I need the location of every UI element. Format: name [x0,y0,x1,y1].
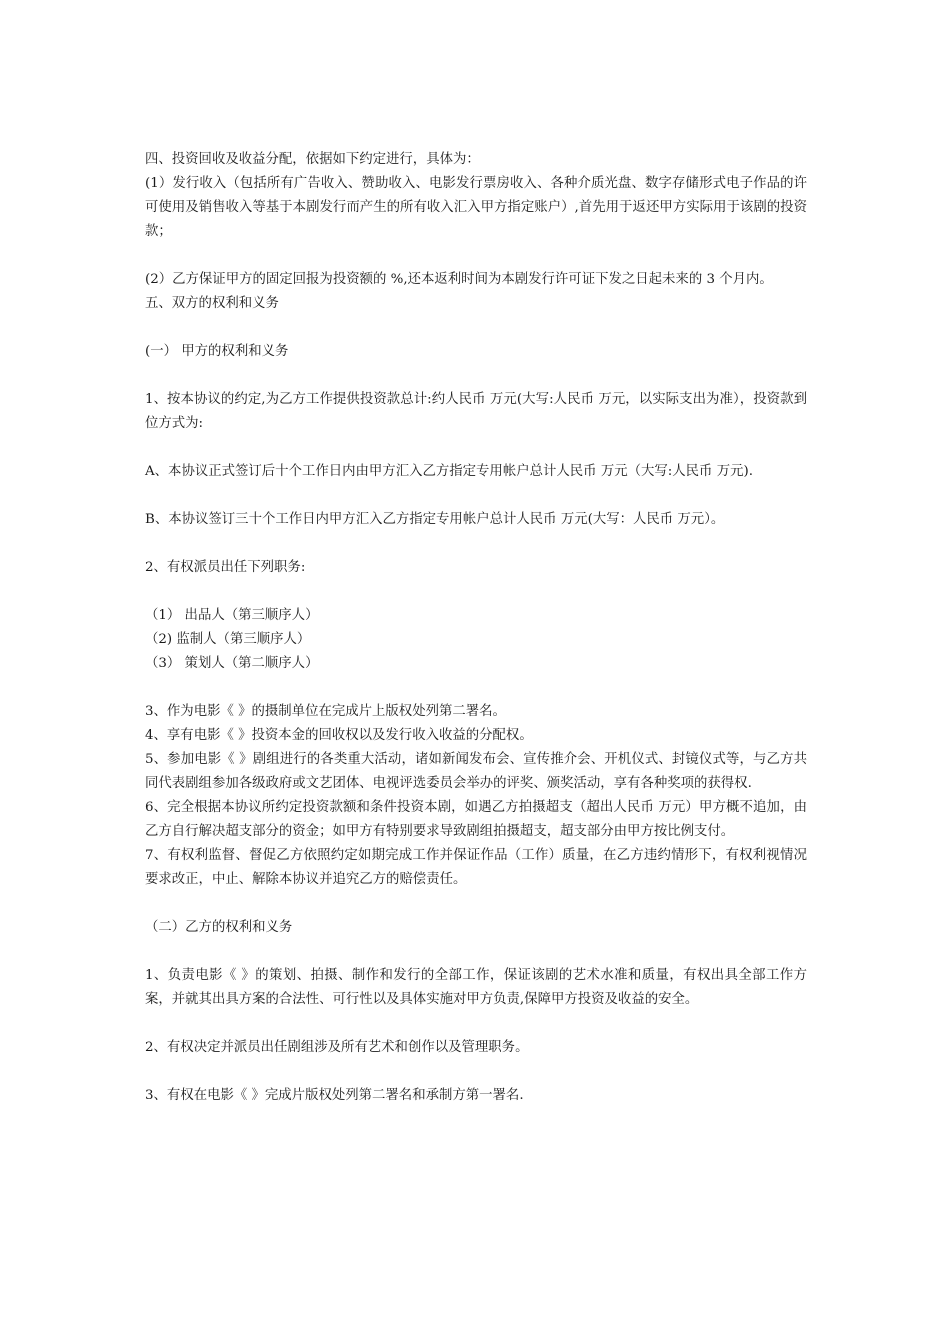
spacer [145,364,807,388]
party-a-item5: 5、参加电影《 》剧组进行的各类重大活动，诸如新闻发布会、宣传推介会、开机仪式、封镜仪式等，与乙方共同代表剧组参加各级政府或文艺团体、电视评选委员会举办的评奖、颁奖活动，享有各种奖项的获得权. [145,752,807,791]
role-item: （3） 策划人（第二顺序人） [145,656,319,671]
spacer [145,484,807,508]
party-a-item3: 3、作为电影《 》的摄制单位在完成片上版权处列第二署名。 [145,704,506,719]
section5-heading: 五、双方的权利和义务 [145,296,279,311]
party-a-item1: 1、按本协议的约定,为乙方工作提供投资款总计:约人民币 万元(大写:人民币 万元，以实际支出为准），投资款到位方式为: [145,392,807,431]
party-a-item7: 7、有权利监督、督促乙方依照约定如期完成工作并保证作品（工作）质量，在乙方违约情形下，有权利视情况要求改正，中止、解除本协议并追究乙方的赔偿责任。 [145,848,807,887]
spacer [145,580,807,604]
role-item: （2) 监制人（第三顺序人） [145,632,311,647]
spacer [145,1060,807,1084]
party-b-heading: （二）乙方的权利和义务 [145,920,293,935]
party-a-item2: 2、有权派员出任下列职务: [145,560,306,575]
party-a-item-b: B、本协议签订三十个工作日内甲方汇入乙方指定专用帐户总计人民币 万元(大写：人民币 万元）。 [145,512,725,527]
spacer [145,1012,807,1036]
party-b-item2: 2、有权决定并派员出任剧组涉及所有艺术和创作以及管理职务。 [145,1040,529,1055]
party-b-item3: 3、有权在电影《 》完成片版权处列第二署名和承制方第一署名. [145,1088,524,1103]
party-a-heading: (一） 甲方的权利和义务 [145,344,289,359]
document-body [145,148,807,1108]
spacer [145,244,807,268]
role-item: （1） 出品人（第三顺序人） [145,608,319,623]
party-a-item6: 6、完全根据本协议所约定投资款额和条件投资本剧，如遇乙方拍摄超支（超出人民币 万元）甲方概不追加，由乙方自行解决超支部分的资金；如甲方有特别要求导致剧组拍摄超支，超支部分由甲方按比例支付。 [145,800,807,839]
party-a-item4: 4、享有电影《 》投资本金的回收权以及发行收入收益的分配权。 [145,728,533,743]
party-b-item1: 1、负责电影《 》的策划、拍摄、制作和发行的全部工作，保证该剧的艺术水准和质量，有权出具全部工作方案，并就其出具方案的合法性、可行性以及具体实施对甲方负责,保障甲方投资及收益的安全。 [145,968,807,1007]
spacer [145,532,807,556]
section4-item1: (1）发行收入（包括所有广告收入、赞助收入、电影发行票房收入、各种介质光盘、数字存储形式电子作品的许可使用及销售收入等基于本剧发行而产生的所有收入汇入甲方指定账户）,首先用于返还甲方实际用于该剧的投资款； [145,176,807,239]
spacer [145,436,807,460]
section4-heading: 四、投资回收及收益分配，依据如下约定进行，具体为： [145,152,480,167]
spacer [145,892,807,916]
spacer [145,676,807,700]
spacer [145,940,807,964]
party-a-item-a: A、本协议正式签订后十个工作日内由甲方汇入乙方指定专用帐户总计人民币 万元（大写:人民币 万元). [145,464,753,479]
spacer [145,316,807,340]
section4-item2: (2）乙方保证甲方的固定回报为投资额的 %,还本返利时间为本剧发行许可证下发之日起未来的 3 个月内。 [145,272,773,287]
